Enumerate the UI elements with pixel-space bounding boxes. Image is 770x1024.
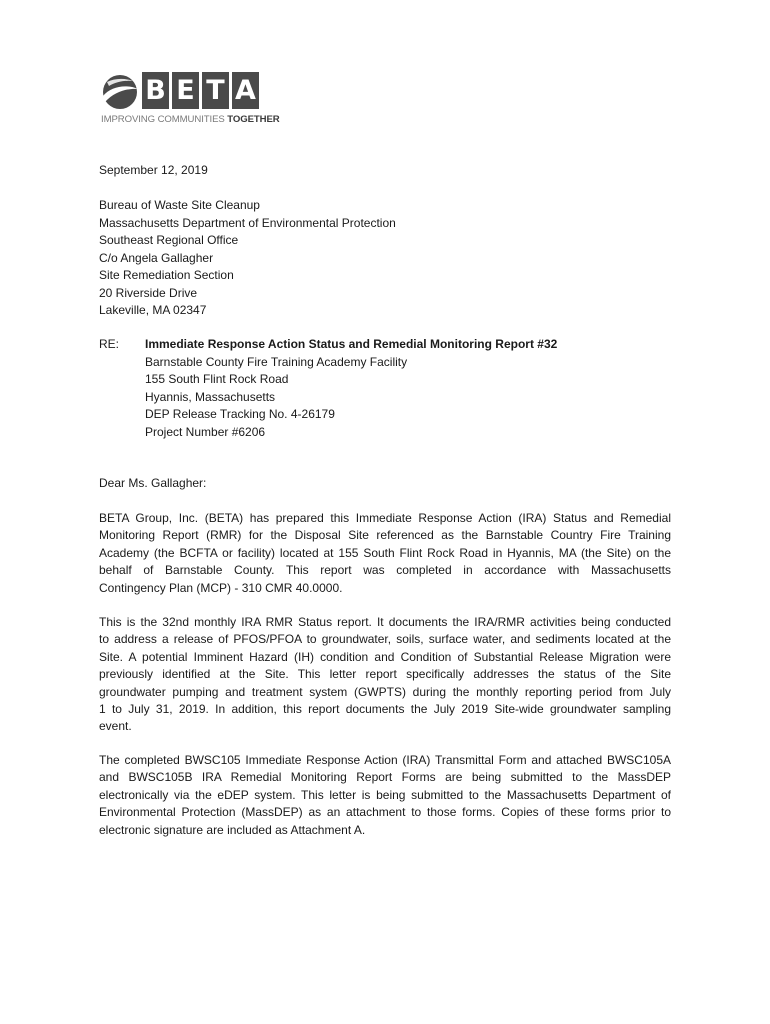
address-line: C/o Angela Gallagher: [99, 250, 214, 265]
re-line: Barnstable County Fire Training Academy Facility: [145, 354, 408, 369]
re-line: 155 South Flint Rock Road: [145, 372, 289, 386]
paragraph-line: Site. A potential Imminent Hazard (IH) condition and Condition of Substantial Release Migration were: [99, 649, 671, 664]
salutation: Dear Ms. Gallagher:: [99, 476, 207, 490]
paragraph-line: Environmental Protection (MassDEP) as an attachment to those forms. Copies of these forms prior to: [99, 805, 671, 820]
logo-tagline: [101, 114, 280, 125]
address-line: Bureau of Waste Site Cleanup: [99, 198, 260, 212]
paragraph-line: The completed BWSC105 Immediate Response Action (IRA) Transmittal Form and attached BWSC105A: [99, 753, 671, 767]
re-line: Project Number #6206: [145, 424, 266, 439]
paragraph-line: This is the 32nd monthly IRA RMR Status report. It documents the IRA/RMR activities being conducted: [99, 615, 671, 629]
body-paragraph-1: [99, 510, 671, 597]
recipient-address: [99, 197, 396, 320]
paragraph-line: groundwater pumping and treatment system (GWPTS) during the monthly reporting period from July: [99, 684, 671, 699]
body-paragraph-3: [99, 752, 671, 839]
paragraph-line: BETA Group, Inc. (BETA) has prepared this Immediate Response Action (IRA) Status and Remedial: [99, 511, 671, 525]
paragraph-line: electronically via the eDEP system. This letter is being submitted to the Massachusetts Department of: [99, 787, 671, 802]
paragraph-line: Monitoring Report (RMR) for the Disposal Site referenced as the Barnstable Country Fire Training: [99, 528, 671, 543]
logo-letter: B: [142, 72, 169, 109]
paragraph-line: to address a release of PFOS/PFOA to groundwater, soils, surface water, and sediments located at the: [99, 632, 671, 647]
globe-swoosh-icon: [101, 72, 139, 112]
address-line: 20 Riverside Drive: [99, 285, 198, 300]
body-paragraph-2: [99, 614, 671, 736]
address-line: Southeast Regional Office: [99, 233, 239, 247]
tagline-bold: TOGETHER: [227, 114, 280, 125]
address-line: Massachusetts Department of Environmental Protection: [99, 215, 396, 230]
logo-letter: E: [172, 72, 199, 109]
logo-letter: A: [232, 72, 259, 109]
tagline-light: IMPROVING COMMUNITIES: [101, 114, 228, 125]
re-line: DEP Release Tracking No. 4-26179: [145, 407, 335, 421]
logo-letter: T: [202, 72, 229, 109]
beta-logo: [101, 72, 280, 126]
paragraph-line: 1 to July 31, 2019. In addition, this report documents the July 2019 Site-wide groundwater sampling: [99, 702, 671, 717]
re-subject: Immediate Response Action Status and Remedial Monitoring Report #32: [145, 337, 558, 351]
re-label: RE:: [99, 337, 120, 351]
logo-wordmark: [142, 72, 259, 109]
paragraph-line: Academy (the BCFTA or facility) located at 155 South Flint Rock Road in Hyannis, MA (the Site) on the: [99, 545, 671, 560]
paragraph-line: Contingency Plan (MCP) - 310 CMR 40.0000.: [99, 580, 343, 595]
paragraph-line: and BWSC105B IRA Remedial Monitoring Report Forms are being submitted to the MassDEP: [99, 770, 671, 785]
paragraph-line: event.: [99, 719, 132, 734]
address-line: Site Remediation Section: [99, 268, 234, 282]
letter-date: September 12, 2019: [99, 163, 208, 177]
paragraph-line: previously identified at the Site. This letter report specifically addresses the status of the Site: [99, 667, 671, 682]
paragraph-line: electronic signature are included as Attachment A.: [99, 822, 366, 837]
address-line: Lakeville, MA 02347: [99, 303, 207, 317]
paragraph-line: behalf of Barnstable County. This report was completed in accordance with Massachusetts: [99, 563, 671, 578]
re-line: Hyannis, Massachusetts: [145, 389, 276, 404]
re-block: [145, 336, 557, 441]
